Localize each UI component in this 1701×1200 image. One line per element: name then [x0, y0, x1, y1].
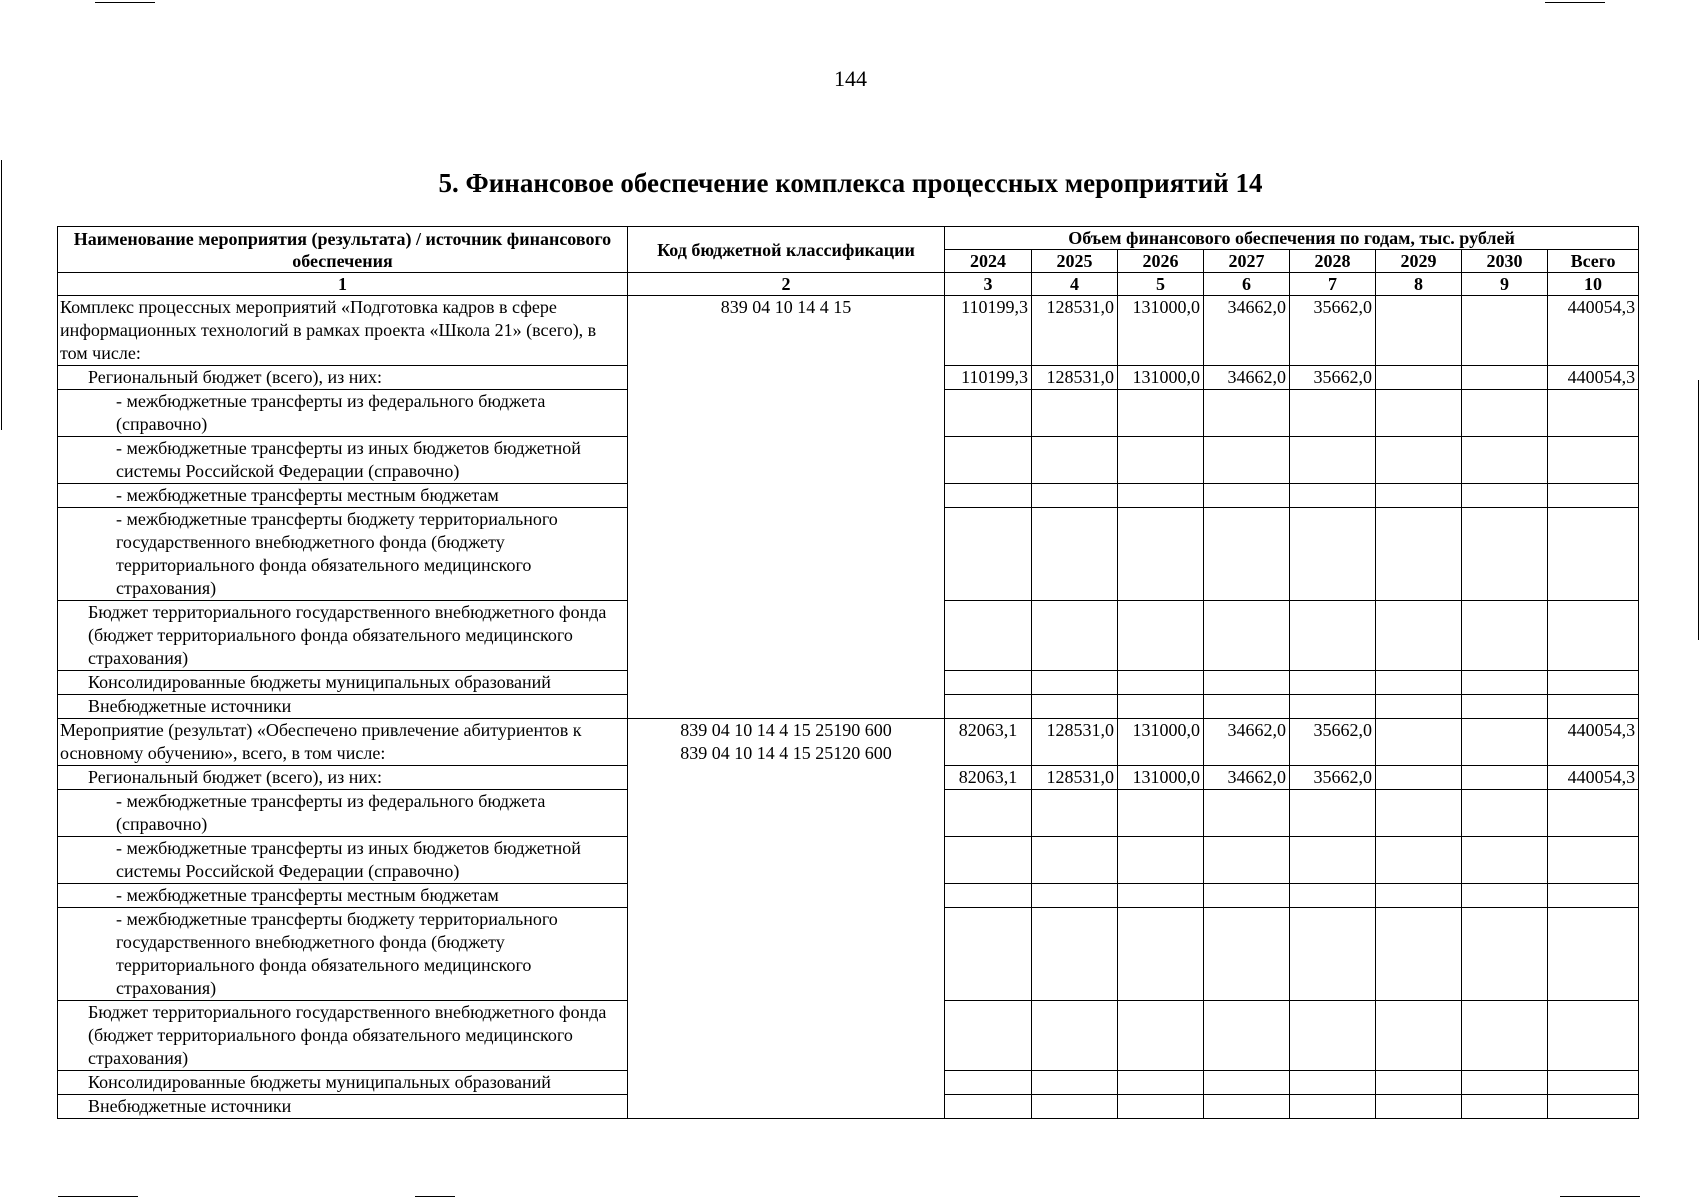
budget-code-cell [628, 1071, 945, 1095]
table-row [58, 719, 1639, 766]
value-cell [1376, 601, 1462, 671]
scan-mark-bottom-mid [415, 1196, 455, 1197]
value-cell [1462, 1001, 1548, 1071]
header-column-index: 4 [1032, 273, 1118, 296]
value-cell: 131000,0 [1118, 766, 1204, 790]
budget-code-cell [628, 296, 945, 366]
value-cell [1290, 884, 1376, 908]
header-year: 2028 [1290, 250, 1376, 273]
row-label: - межбюджетные трансферты местным бюджетам [58, 484, 628, 508]
value-cell: 34662,0 [1204, 366, 1290, 390]
row-label: Мероприятие (результат) «Обеспечено привлечение абитуриентов к основному обучению», всего, в том числе: [58, 719, 628, 766]
header-column-index: 10 [1548, 273, 1639, 296]
budget-code-cell [628, 601, 945, 671]
value-cell [1118, 790, 1204, 837]
budget-code-cell [628, 719, 945, 766]
value-cell: 82063,1 [945, 766, 1032, 790]
row-label: - межбюджетные трансферты из иных бюджетов бюджетной системы Российской Федерации (справочно) [58, 437, 628, 484]
value-cell [1462, 837, 1548, 884]
value-cell [1032, 484, 1118, 508]
value-cell [945, 908, 1032, 1001]
value-cell [1376, 695, 1462, 719]
value-cell [1290, 601, 1376, 671]
value-cell [1290, 1001, 1376, 1071]
value-cell [1204, 884, 1290, 908]
value-cell [1548, 884, 1639, 908]
header-column-index: 1 [58, 273, 628, 296]
value-cell [1376, 719, 1462, 766]
table-row [58, 766, 1639, 790]
value-cell [1118, 1071, 1204, 1095]
value-cell: 131000,0 [1118, 296, 1204, 366]
value-cell [1376, 296, 1462, 366]
value-cell [1290, 671, 1376, 695]
value-cell: 440054,3 [1548, 719, 1639, 766]
value-cell [1204, 437, 1290, 484]
value-cell [945, 1071, 1032, 1095]
header-index-row [58, 273, 1639, 296]
value-cell [1290, 1095, 1376, 1119]
value-cell [1118, 671, 1204, 695]
budget-code: 839 04 10 14 4 15 25120 600 [680, 743, 892, 763]
value-cell [1290, 390, 1376, 437]
value-cell [1548, 1071, 1639, 1095]
value-cell: 35662,0 [1290, 366, 1376, 390]
value-cell [1462, 695, 1548, 719]
value-cell: 34662,0 [1204, 296, 1290, 366]
value-cell [1462, 1071, 1548, 1095]
scan-mark-bottom-left [58, 1196, 138, 1197]
value-cell [1204, 790, 1290, 837]
budget-code: 839 04 10 14 4 15 25190 600 [680, 720, 892, 740]
value-cell [1376, 437, 1462, 484]
budget-code-cell [628, 837, 945, 884]
table-row [58, 790, 1639, 837]
header-column-index: 6 [1204, 273, 1290, 296]
value-cell: 35662,0 [1290, 719, 1376, 766]
value-cell [1290, 484, 1376, 508]
value-cell [1204, 1095, 1290, 1119]
row-label: Бюджет территориального государственного внебюджетного фонда (бюджет территориального фонда обязательного медицинского страхования) [58, 601, 628, 671]
row-label: - межбюджетные трансферты из федерального бюджета (справочно) [58, 790, 628, 837]
value-cell [1376, 790, 1462, 837]
table-row [58, 695, 1639, 719]
value-cell [1462, 296, 1548, 366]
budget-code-cell [628, 790, 945, 837]
value-cell [1548, 437, 1639, 484]
header-code: Код бюджетной классификации [628, 227, 945, 273]
value-cell: 82063,1 [945, 719, 1032, 766]
table-row [58, 908, 1639, 1001]
budget-code-cell [628, 1095, 945, 1119]
row-label: Внебюджетные источники [58, 695, 628, 719]
value-cell [1032, 884, 1118, 908]
value-cell [1462, 884, 1548, 908]
value-cell [945, 837, 1032, 884]
value-cell [945, 437, 1032, 484]
value-cell [1290, 837, 1376, 884]
budget-code-cell [628, 671, 945, 695]
value-cell [945, 484, 1032, 508]
value-cell [1376, 671, 1462, 695]
table-row [58, 671, 1639, 695]
table-row [58, 484, 1639, 508]
value-cell [1376, 1095, 1462, 1119]
value-cell [1118, 908, 1204, 1001]
value-cell [1548, 671, 1639, 695]
value-cell [945, 390, 1032, 437]
value-cell [1548, 601, 1639, 671]
header-year: 2026 [1118, 250, 1204, 273]
value-cell: 35662,0 [1290, 766, 1376, 790]
value-cell: 110199,3 [945, 296, 1032, 366]
value-cell [1376, 390, 1462, 437]
value-cell [1204, 390, 1290, 437]
value-cell [1548, 1095, 1639, 1119]
value-cell [1290, 790, 1376, 837]
header-column-index: 5 [1118, 273, 1204, 296]
table-header [58, 227, 1639, 296]
value-cell [1204, 695, 1290, 719]
value-cell [1376, 766, 1462, 790]
value-cell [945, 1095, 1032, 1119]
scan-mark-top-left [95, 2, 155, 3]
value-cell: 34662,0 [1204, 719, 1290, 766]
value-cell [945, 790, 1032, 837]
value-cell [1290, 1071, 1376, 1095]
value-cell [1204, 908, 1290, 1001]
value-cell [1376, 1071, 1462, 1095]
value-cell [1548, 790, 1639, 837]
value-cell [1290, 508, 1376, 601]
value-cell [1204, 671, 1290, 695]
value-cell [1376, 484, 1462, 508]
value-cell [1548, 390, 1639, 437]
value-cell [1118, 508, 1204, 601]
value-cell [1032, 1001, 1118, 1071]
scan-mark-left-edge [1, 160, 2, 430]
budget-code-cell [628, 484, 945, 508]
value-cell: 110199,3 [945, 366, 1032, 390]
value-cell [1204, 484, 1290, 508]
header-year: 2024 [945, 250, 1032, 273]
budget-code-cell [628, 366, 945, 390]
table-row [58, 1001, 1639, 1071]
value-cell [1462, 366, 1548, 390]
value-cell [945, 671, 1032, 695]
row-label: Региональный бюджет (всего), из них: [58, 366, 628, 390]
table-row [58, 1095, 1639, 1119]
header-year: 2029 [1376, 250, 1462, 273]
header-column-index: 7 [1290, 273, 1376, 296]
value-cell [1032, 671, 1118, 695]
budget-code-cell [628, 437, 945, 484]
value-cell [1032, 508, 1118, 601]
value-cell [945, 601, 1032, 671]
scan-mark-bottom-right [1560, 1196, 1640, 1197]
value-cell [945, 695, 1032, 719]
budget-code-cell [628, 908, 945, 1001]
value-cell [1462, 790, 1548, 837]
section-title: 5. Финансовое обеспечение комплекса процессных мероприятий 14 [438, 168, 1263, 198]
table-row [58, 366, 1639, 390]
header-volume: Объем финансового обеспечения по годам, тыс. рублей [945, 227, 1639, 250]
value-cell [1290, 695, 1376, 719]
value-cell [1462, 1095, 1548, 1119]
row-label: Комплекс процессных мероприятий «Подготовка кадров в сфере информационных технологий в рамках проекта «Школа 21» (всего), в том числе: [58, 296, 628, 366]
value-cell [1462, 908, 1548, 1001]
value-cell [1548, 837, 1639, 884]
scan-mark-top-right [1545, 2, 1605, 3]
value-cell [1204, 508, 1290, 601]
value-cell [1376, 884, 1462, 908]
value-cell: 35662,0 [1290, 296, 1376, 366]
budget-code: 839 04 10 14 4 15 [720, 297, 852, 317]
row-label: Внебюджетные источники [58, 1095, 628, 1119]
value-cell [1032, 390, 1118, 437]
value-cell: 440054,3 [1548, 766, 1639, 790]
value-cell [945, 1001, 1032, 1071]
budget-code-cell [628, 766, 945, 790]
value-cell [1118, 484, 1204, 508]
value-cell: 128531,0 [1032, 366, 1118, 390]
value-cell: 131000,0 [1118, 366, 1204, 390]
value-cell [1032, 908, 1118, 1001]
row-label: Региональный бюджет (всего), из них: [58, 766, 628, 790]
value-cell [1118, 1095, 1204, 1119]
value-cell [1032, 790, 1118, 837]
row-label: - межбюджетные трансферты из иных бюджетов бюджетной системы Российской Федерации (справочно) [58, 837, 628, 884]
value-cell: 440054,3 [1548, 366, 1639, 390]
row-label: - межбюджетные трансферты бюджету территориального государственного внебюджетного фонда (бюджету территориального фонда обязательного медицинского страхования) [58, 508, 628, 601]
table-row [58, 437, 1639, 484]
value-cell [1548, 508, 1639, 601]
row-label: - межбюджетные трансферты бюджету территориального государственного внебюджетного фонда (бюджету территориального фонда обязательного медицинского страхования) [58, 908, 628, 1001]
value-cell [1032, 601, 1118, 671]
header-column-index: 2 [628, 273, 945, 296]
value-cell [1376, 508, 1462, 601]
value-cell [1290, 437, 1376, 484]
budget-code-cell [628, 508, 945, 601]
row-label: Консолидированные бюджеты муниципальных образований [58, 1071, 628, 1095]
header-column-index: 9 [1462, 273, 1548, 296]
value-cell: 131000,0 [1118, 719, 1204, 766]
value-cell [1118, 837, 1204, 884]
value-cell [1032, 695, 1118, 719]
value-cell [1118, 695, 1204, 719]
table-row [58, 390, 1639, 437]
value-cell: 128531,0 [1032, 766, 1118, 790]
row-label: Консолидированные бюджеты муниципальных образований [58, 671, 628, 695]
row-label: - межбюджетные трансферты из федерального бюджета (справочно) [58, 390, 628, 437]
financing-table [57, 226, 1639, 1119]
header-name: Наименование мероприятия (результата) / источник финансового обеспечения [58, 227, 628, 273]
value-cell [945, 884, 1032, 908]
value-cell: 128531,0 [1032, 719, 1118, 766]
table-row [58, 296, 1639, 366]
header-year: Всего [1548, 250, 1639, 273]
table-row [58, 508, 1639, 601]
budget-code-cell [628, 390, 945, 437]
value-cell [1376, 837, 1462, 884]
value-cell: 34662,0 [1204, 766, 1290, 790]
value-cell: 128531,0 [1032, 296, 1118, 366]
value-cell [1032, 1095, 1118, 1119]
budget-code-cell [628, 884, 945, 908]
table-row [58, 601, 1639, 671]
budget-code-cell [628, 695, 945, 719]
value-cell [1548, 1001, 1639, 1071]
table-row [58, 837, 1639, 884]
value-cell [1462, 390, 1548, 437]
table-body [58, 296, 1639, 1119]
value-cell [1032, 437, 1118, 484]
value-cell [1118, 390, 1204, 437]
value-cell [1376, 1001, 1462, 1071]
value-cell [1462, 484, 1548, 508]
header-year: 2025 [1032, 250, 1118, 273]
value-cell [1462, 601, 1548, 671]
table-row [58, 884, 1639, 908]
value-cell [1462, 671, 1548, 695]
value-cell [945, 508, 1032, 601]
value-cell [1462, 766, 1548, 790]
value-cell [1204, 1071, 1290, 1095]
value-cell [1118, 437, 1204, 484]
page-number: 144 [834, 66, 867, 91]
value-cell [1548, 695, 1639, 719]
budget-code-cell [628, 1001, 945, 1071]
header-year: 2027 [1204, 250, 1290, 273]
value-cell [1462, 719, 1548, 766]
header-column-index: 8 [1376, 273, 1462, 296]
value-cell [1118, 601, 1204, 671]
header-year: 2030 [1462, 250, 1548, 273]
table-row [58, 1071, 1639, 1095]
value-cell [1118, 1001, 1204, 1071]
scan-mark-right-edge [1698, 380, 1699, 640]
value-cell [1376, 908, 1462, 1001]
value-cell [1462, 508, 1548, 601]
value-cell [1118, 884, 1204, 908]
value-cell [1204, 837, 1290, 884]
value-cell [1462, 437, 1548, 484]
value-cell [1376, 366, 1462, 390]
row-label: - межбюджетные трансферты местным бюджетам [58, 884, 628, 908]
value-cell [1204, 601, 1290, 671]
value-cell [1032, 837, 1118, 884]
header-column-index: 3 [945, 273, 1032, 296]
row-label: Бюджет территориального государственного внебюджетного фонда (бюджет территориального фонда обязательного медицинского страхования) [58, 1001, 628, 1071]
value-cell [1290, 908, 1376, 1001]
value-cell: 440054,3 [1548, 296, 1639, 366]
value-cell [1204, 1001, 1290, 1071]
value-cell [1032, 1071, 1118, 1095]
value-cell [1548, 484, 1639, 508]
value-cell [1548, 908, 1639, 1001]
